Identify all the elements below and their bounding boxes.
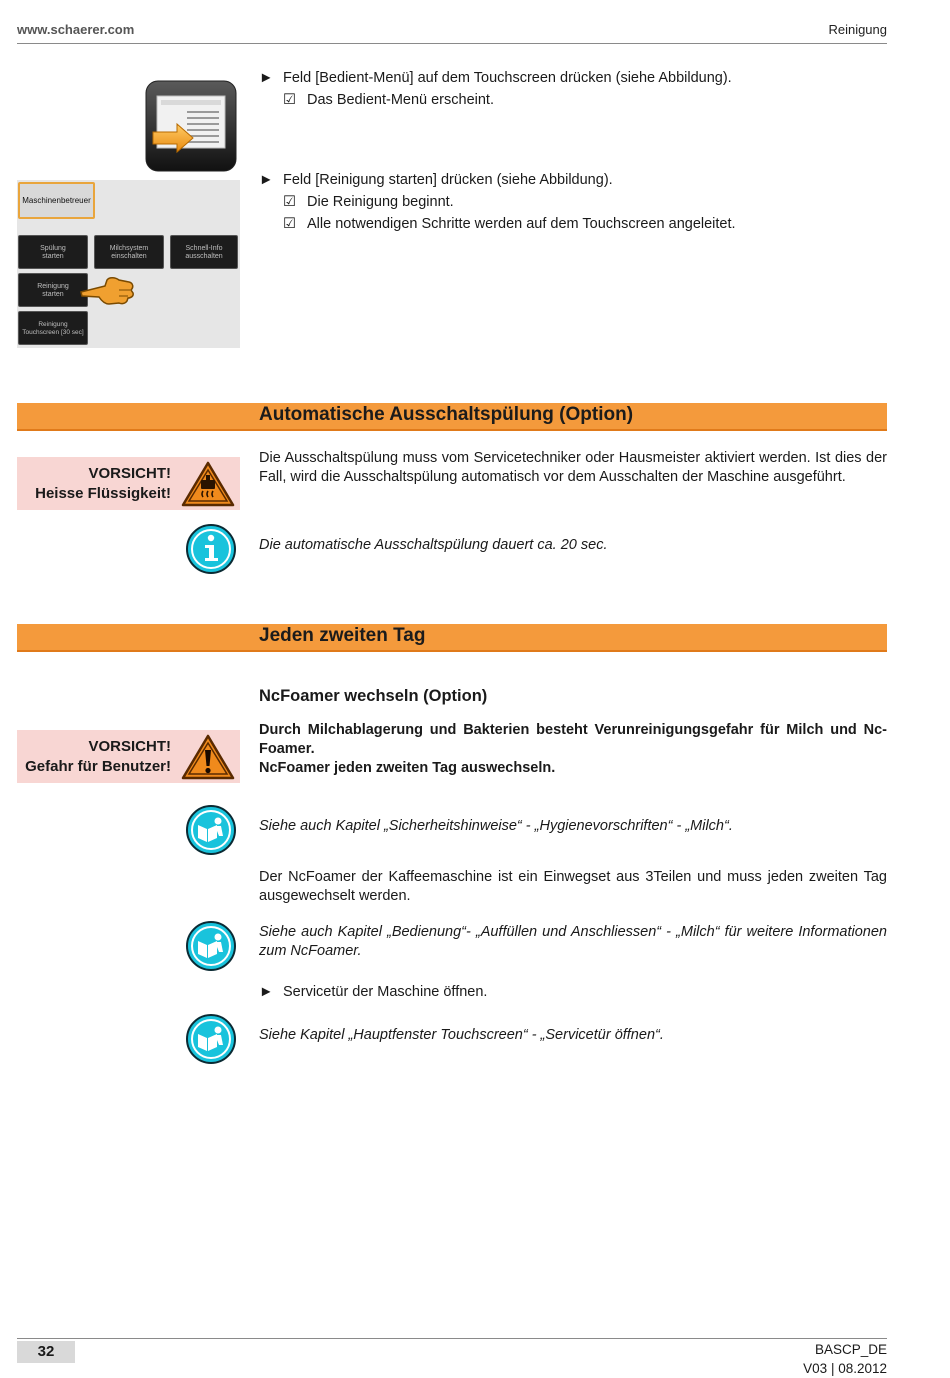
warning-title-2: VORSICHT! (88, 738, 171, 755)
section1-title: Automatische Ausschaltspülung (Option) (259, 404, 634, 425)
section2-ref3: Siehe Kapitel „Hauptfenster Touchscreen“ - „Servicetür öffnen“. (259, 1027, 664, 1043)
header-website: www.schaerer.com (17, 22, 135, 37)
warning-text-2: Gefahr für Benutzer! (25, 758, 171, 775)
section2-subtitle: NcFoamer wechseln (Option) (259, 687, 488, 705)
warning-box-user-danger (17, 730, 240, 783)
touchscreen-screenshot (17, 180, 240, 348)
section2-step: ► Servicetür der Maschine öffnen. (259, 984, 488, 1000)
section-heading-band (17, 403, 887, 431)
warning-title: VORSICHT! (88, 465, 171, 482)
section-heading-band-2 (17, 624, 887, 652)
ts-header-button: Maschinenbetreuer (18, 182, 95, 219)
step2-result2: ☑ Alle notwendigen Schritte werden auf dem Touchscreen angeleitet. (283, 216, 736, 232)
exclamation-warning-icon (180, 733, 236, 781)
step1-result: ☑ Das Bedient-Menü erscheint. (283, 92, 494, 108)
header-rule (17, 43, 887, 44)
warning-box-hot-liquid (17, 457, 240, 510)
footer-version: V03 | 08.2012 (803, 1361, 887, 1376)
section2-ref2: Siehe auch Kapitel „Bedienung“- „Auffüllen und Anschliessen“ - „Milch“ für weitere Informationen zum NcFoamer. (259, 924, 887, 959)
header-section: Reinigung (828, 22, 887, 37)
section2-ref1: Siehe auch Kapitel „Sicherheitshinweise“ - „Hygienevorschriften“ - „Milch“. (259, 818, 733, 834)
step1-action: ► Feld [Bedient-Menü] auf dem Touchscreen drücken (siehe Abbildung). (259, 70, 732, 86)
ts-button-milk: Milchsystem einschalten (94, 235, 164, 269)
section1-paragraph: Die Ausschaltspülung muss vom Servicetechniker oder Hausmeister aktiviert werden. Ist dies der Fall, wird die Ausschaltspülung automatisch vor dem Ausschalten der Maschine ausgeführt. (259, 450, 887, 485)
manual-reference-icon-3 (185, 1013, 237, 1065)
step2-action: ► Feld [Reinigung starten] drücken (siehe Abbildung). (259, 172, 613, 188)
section2-paragraph: Der NcFoamer der Kaffeemaschine ist ein Einwegset aus 3Teilen und muss jeden zweiten Tag ausgewechselt werden. (259, 869, 887, 904)
info-icon (185, 523, 237, 575)
footer-rule (17, 1338, 887, 1339)
manual-reference-icon-2 (185, 920, 237, 972)
manual-reference-icon (185, 804, 237, 856)
pointing-hand-icon (79, 274, 135, 306)
menu-button-icon (145, 80, 237, 172)
warning-text: Heisse Flüssigkeit! (35, 485, 171, 502)
footer-doc-id: BASCP_DE (814, 1342, 887, 1357)
section1-info: Die automatische Ausschaltspülung dauert ca. 20 sec. (259, 537, 608, 553)
hot-liquid-warning-icon (180, 460, 236, 508)
page-number: 32 (17, 1341, 75, 1363)
section2-bold-warning: Durch Milchablagerung und Bakterien besteht Verunreinigungsgefahr für Milch und Nc- Foamer. NcFoamer jeden zweiten Tag auswechseln. (259, 722, 887, 776)
ts-button-rinse: Spülung starten (18, 235, 88, 269)
section2-title: Jeden zweiten Tag (259, 625, 426, 646)
ts-button-clean: Reinigung starten (18, 273, 88, 307)
ts-button-quickinfo: Schnell-Info ausschalten (170, 235, 238, 269)
step2-result1: ☑ Die Reinigung beginnt. (283, 194, 454, 210)
ts-button-touchscreen: Reinigung Touchscreen [30 sec] (18, 311, 88, 345)
